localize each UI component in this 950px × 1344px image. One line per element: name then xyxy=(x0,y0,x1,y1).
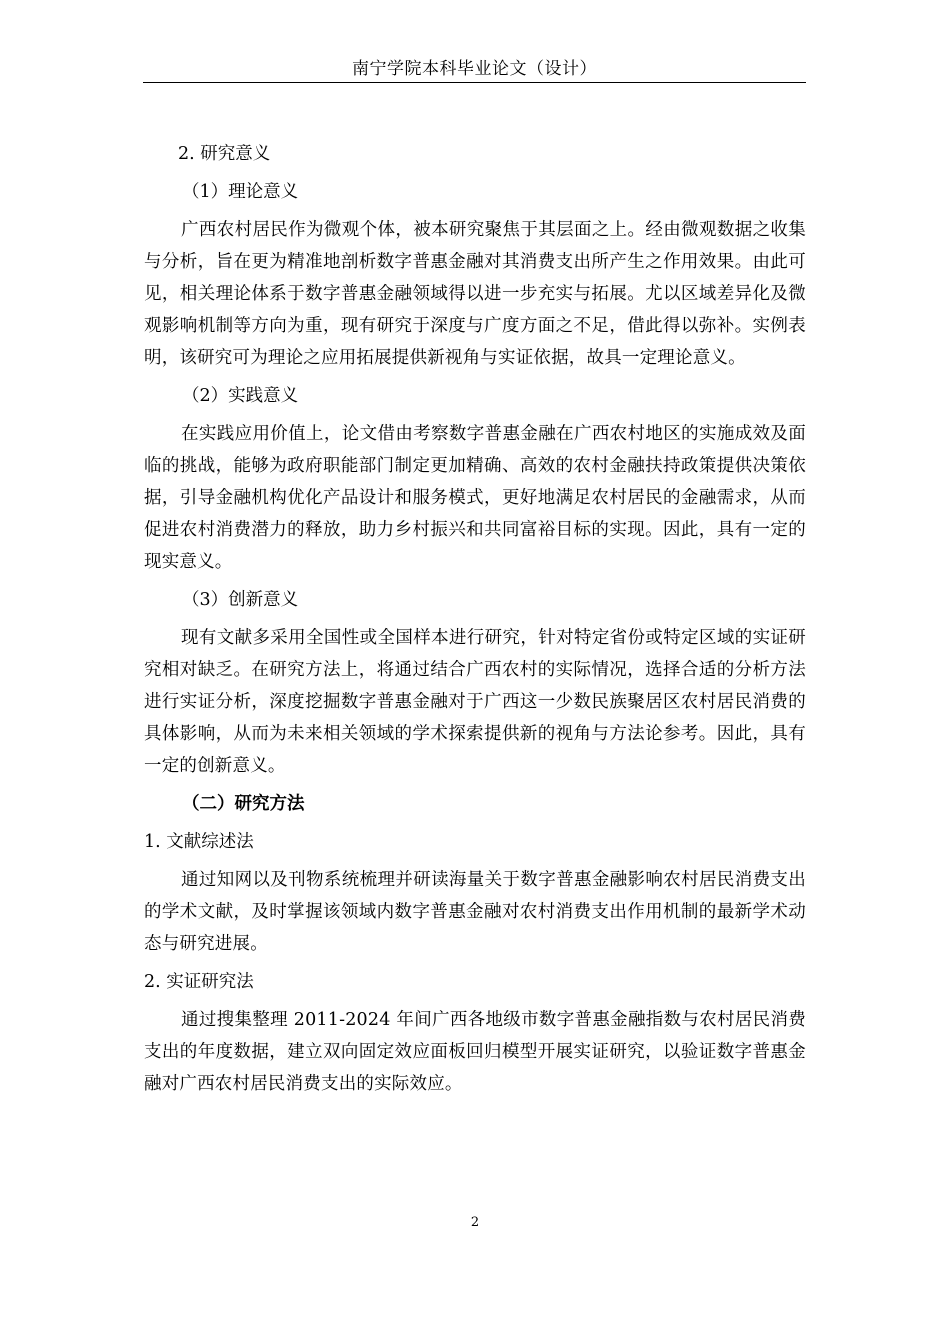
section-heading-significance: 2. 研究意义 xyxy=(178,144,271,164)
paragraph-empirical: 通过搜集整理 2011-2024 年间广西各地级市数字普惠金融指数与农村居民消费支出的年度数据，建立双向固定效应面板回归模型开展实证研究，以验证数字普惠金融对广西农村居民消费支出的实际效应。 xyxy=(144,1010,806,1094)
paragraph-literature: 通过知网以及刊物系统梳理并研读海量关于数字普惠金融影响农村居民消费支出的学术文献，及时掌握该领域内数字普惠金融对农村消费支出作用机制的最新学术动态与研究进展。 xyxy=(144,870,806,954)
paragraph-practice: 在实践应用价值上，论文借由考察数字普惠金融在广西农村地区的实施成效及面临的挑战，能够为政府职能部门制定更加精确、高效的农村金融扶持政策提供决策依据，引导金融机构优化产品设计和服务模式，更好地满足农村居民的金融需求，从而促进农村消费潜力的释放，助力乡村振兴和共同富裕目标的实现。因此，具有一定的现实意义。 xyxy=(144,424,806,572)
document-body xyxy=(144,138,806,1100)
page-header: 南宁学院本科毕业论文（设计） xyxy=(143,58,806,83)
section-heading-methods: （二）研究方法 xyxy=(182,794,305,814)
subheading-theory: （1）理论意义 xyxy=(182,182,299,202)
method-heading-literature: 1. 文献综述法 xyxy=(144,832,254,852)
page-number: 2 xyxy=(470,1215,480,1230)
subheading-practice: （2）实践意义 xyxy=(182,386,299,406)
subheading-innovation: （3）创新意义 xyxy=(182,590,299,610)
paragraph-innovation: 现有文献多采用全国性或全国样本进行研究，针对特定省份或特定区域的实证研究相对缺乏。在研究方法上，将通过结合广西农村的实际情况，选择合适的分析方法进行实证分析，深度挖掘数字普惠金融对于广西这一少数民族聚居区农村居民消费的具体影响，从而为未来相关领域的学术探索提供新的视角与方法论参考。因此，具有一定的创新意义。 xyxy=(144,628,806,776)
paragraph-theory: 广西农村居民作为微观个体，被本研究聚焦于其层面之上。经由微观数据之收集与分析，旨在更为精准地剖析数字普惠金融对其消费支出所产生之作用效果。由此可见，相关理论体系于数字普惠金融领域得以进一步充实与拓展。尤以区域差异化及微观影响机制等方向为重，现有研究于深度与广度方面之不足，借此得以弥补。实例表明，该研究可为理论之应用拓展提供新视角与实证依据，故具一定理论意义。 xyxy=(144,220,806,368)
method-heading-empirical: 2. 实证研究法 xyxy=(144,972,254,992)
